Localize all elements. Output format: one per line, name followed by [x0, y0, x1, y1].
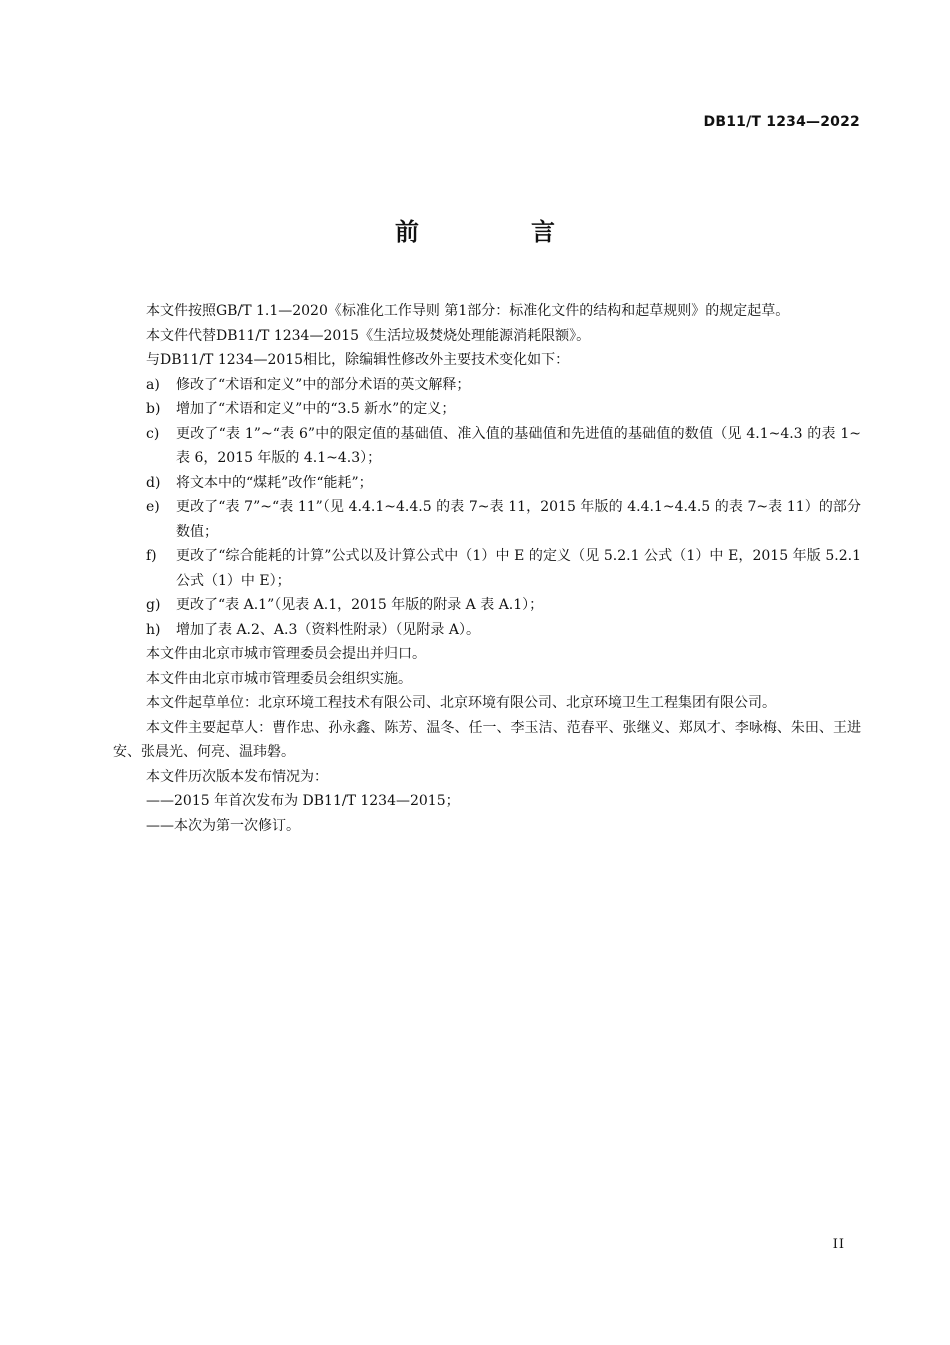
- page-number: II: [832, 1237, 845, 1252]
- list-marker: c): [146, 425, 160, 442]
- page-title: 前 言: [395, 218, 599, 246]
- list-marker: b): [146, 401, 161, 417]
- paragraph: 本文件起草单位：北京环境工程技术有限公司、北京环境有限公司、北京环境卫生工程集团有限公司。: [146, 695, 776, 711]
- paragraph: ——本次为第一次修订。: [146, 817, 300, 834]
- paragraph: 与DB11/T 1234—2015相比，除编辑性修改外主要技术变化如下：: [146, 352, 570, 368]
- list-marker: g): [146, 597, 161, 613]
- paragraph: 本文件历次版本发布情况为：: [146, 768, 328, 785]
- list-marker: f): [146, 548, 157, 564]
- document-body: [113, 299, 861, 838]
- paragraph: 本文件代替DB11/T 1234—2015《生活垃圾焚烧处理能源消耗限额》。: [146, 327, 591, 344]
- list-marker: a): [146, 376, 160, 393]
- list-item: [113, 618, 861, 643]
- list-item: [113, 593, 861, 618]
- list-item: [113, 422, 861, 471]
- list-item: [113, 471, 861, 496]
- list-text: 修改了“术语和定义”中的部分术语的英文解释；: [176, 376, 471, 393]
- list-item: [113, 373, 861, 398]
- paragraph: 本文件由北京市城市管理委员会提出并归口。: [146, 646, 426, 662]
- paragraph: 本文件按照GB/T 1.1—2020《标准化工作导则 第1部分：标准化文件的结构和起草规则》的规定起草。: [146, 303, 790, 319]
- list-marker: e): [146, 499, 160, 515]
- list-text: 增加了“术语和定义”中的“3.5 新水”的定义；: [176, 401, 456, 417]
- paragraph: ——2015 年首次发布为 DB11/T 1234—2015；: [146, 793, 460, 809]
- list-marker: d): [146, 474, 161, 491]
- list-text: 更改了“表 A.1”（见表 A.1，2015 年版的附录 A 表 A.1）；: [176, 597, 544, 613]
- paragraph: 本文件由北京市城市管理委员会组织实施。: [146, 670, 412, 687]
- document-code: DB11/T 1234—2022: [703, 114, 860, 130]
- list-item: [113, 495, 861, 544]
- list-text: 增加了表 A.2、A.3（资料性附录）（见附录 A）。: [176, 621, 480, 638]
- paragraph: 本文件主要起草人：曹作忠、孙永鑫、陈芳、温冬、任一、李玉洁、范春平、张继义、郑凤才、李咏梅、朱田、王进安、张晨光、何亮、温玮磐。: [113, 719, 861, 760]
- list-text: 更改了“表 1”~“表 6”中的限定值的基础值、准入值的基础值和先进值的基础值的数值（见 4.1~4.3 的表 1~表 6，2015 年版的 4.1~4.3）；: [176, 425, 861, 466]
- list-text: 更改了“综合能耗的计算”公式以及计算公式中（1）中 E 的定义（见 5.2.1 公式（1）中 E，2015 年版 5.2.1 公式（1）中 E）；: [176, 548, 861, 589]
- list-item: [113, 397, 861, 422]
- list-text: 更改了“表 7”~“表 11”（见 4.4.1~4.4.5 的表 7~表 11，2015 年版的 4.4.1~4.4.5 的表 7~表 11）的部分数值；: [176, 499, 861, 540]
- list-text: 将文本中的“煤耗”改作“能耗”；: [176, 474, 373, 491]
- list-marker: h): [146, 621, 161, 638]
- list-item: [113, 544, 861, 593]
